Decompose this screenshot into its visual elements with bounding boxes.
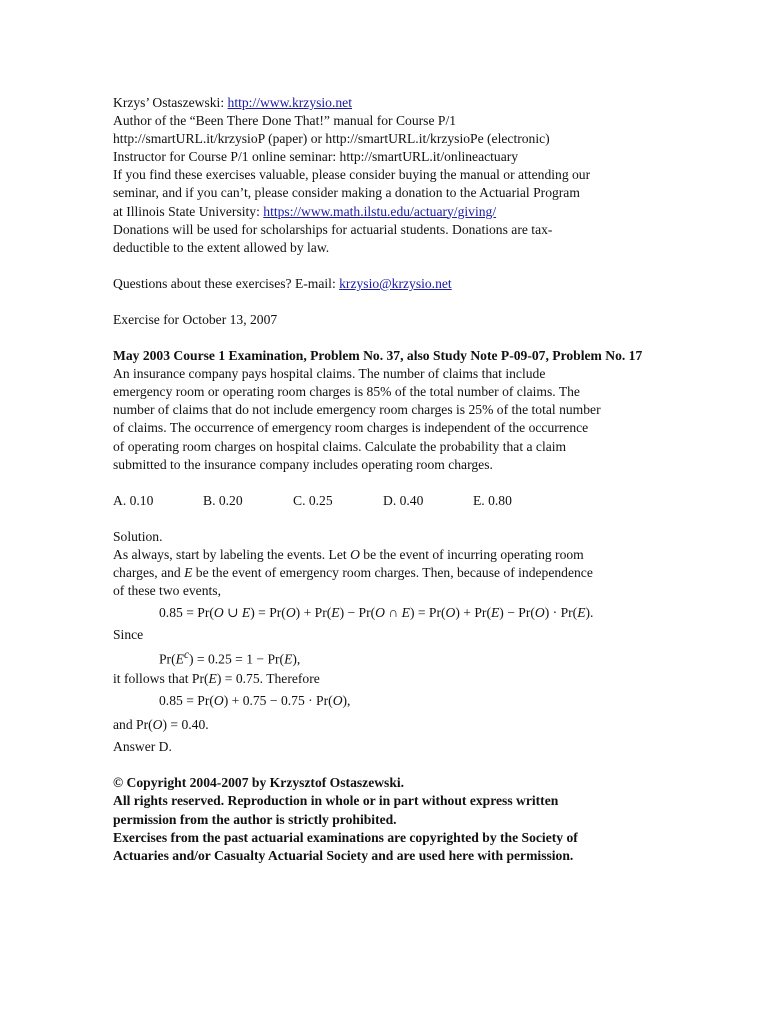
answer-line: Answer D. <box>113 739 172 755</box>
choice-e: E. 0.80 <box>473 492 512 508</box>
author-prefix: Krzys’ Ostaszewski: <box>113 95 228 110</box>
follows-line: it follows that Pr(E) = 0.75. Therefore <box>113 671 320 687</box>
choice-a: A. 0.10 <box>113 492 154 508</box>
questions-prefix: Questions about these exercises? E-mail: <box>113 275 340 291</box>
result-line: and Pr(O) = 0.40. <box>113 717 209 733</box>
seminar-line: Instructor for Course P/1 online seminar: http://smartURL.it/onlineactuary <box>113 149 519 165</box>
email-link[interactable]: krzysio@krzysio.net <box>339 275 452 291</box>
equation-complement: $Pr(E^c) = 0.25 = 1 - Pr(E)$, <box>159 649 301 667</box>
donation-link[interactable]: https://www.math.ilstu.edu/actuary/giving/ <box>263 203 497 219</box>
solution-text-2: charges, and E be the event of emergency room charges. Then, because of independence <box>113 564 593 580</box>
equation-union: 0.85 = Pr(O ∪ E) = Pr(O) + Pr(E) − Pr(O ∩ E) = Pr(O) + Pr(E) − Pr(O) · Pr(E). <box>159 605 594 621</box>
answer-choices <box>113 492 673 510</box>
solution-text-1: As always, start by labeling the events. Let O be the event of incurring operating room <box>113 546 584 562</box>
exam-copyright-line: Exercises from the past actuarial examinations are copyrighted by the Society of <box>113 829 578 845</box>
donation-text-3 <box>113 203 673 221</box>
document-body <box>113 94 673 865</box>
since-label: Since <box>113 627 144 643</box>
choice-c: C. 0.25 <box>293 492 333 508</box>
rights-line: All rights reserved. Reproduction in whole or in part without express written <box>113 793 559 809</box>
author-website-link[interactable]: http://www.krzysio.net <box>227 95 352 110</box>
exercise-date: Exercise for October 13, 2007 <box>113 311 278 327</box>
problem-text-line: An insurance company pays hospital claims. The number of claims that include <box>113 366 546 382</box>
solution-text-3: of these two events, <box>113 583 221 599</box>
donation-prefix: at Illinois State University: <box>113 203 264 219</box>
manual-urls-line: http://smartURL.it/krzysioP (paper) or http://smartURL.it/krzysioPe (electronic) <box>113 131 550 147</box>
choice-d: D. 0.40 <box>383 492 424 508</box>
donation-text-1: If you find these exercises valuable, please consider buying the manual or attending our <box>113 167 591 183</box>
exam-copyright-line-2: Actuaries and/or Casualty Actuarial Society and are used here with permission. <box>113 847 574 863</box>
donation-text-2: seminar, and if you can’t, please consider making a donation to the Actuarial Program <box>113 185 580 201</box>
copyright-line: © Copyright 2004-2007 by Krzysztof Ostaszewski. <box>113 775 405 791</box>
choice-b: B. 0.20 <box>203 492 243 508</box>
author-line <box>113 94 673 112</box>
scholarship-text-1: Donations will be used for scholarships for actuarial students. Donations are tax- <box>113 221 553 237</box>
rights-line-2: permission from the author is strictly prohibited. <box>113 811 397 827</box>
problem-text-line: submitted to the insurance company includes operating room charges. <box>113 456 493 472</box>
problem-text-line: of claims. The occurrence of emergency room charges is independent of the occurrence <box>113 420 589 436</box>
scholarship-text-2: deductible to the extent allowed by law. <box>113 239 330 255</box>
problem-text-line: emergency room or operating room charges is 85% of the total number of claims. The <box>113 384 580 400</box>
solution-heading: Solution. <box>113 528 163 544</box>
manual-line: Author of the “Been There Done That!” manual for Course P/1 <box>113 113 457 129</box>
problem-title: May 2003 Course 1 Examination, Problem No. 37, also Study Note P-09-07, Problem No. 17 <box>113 348 643 364</box>
questions-line <box>113 275 673 293</box>
equation-solve: 0.85 = Pr(O) + 0.75 − 0.75 · Pr(O), <box>159 693 351 709</box>
problem-text-line: number of claims that do not include emergency room charges is 25% of the total number <box>113 402 601 418</box>
problem-text-line: of operating room charges on hospital claims. Calculate the probability that a claim <box>113 438 567 454</box>
